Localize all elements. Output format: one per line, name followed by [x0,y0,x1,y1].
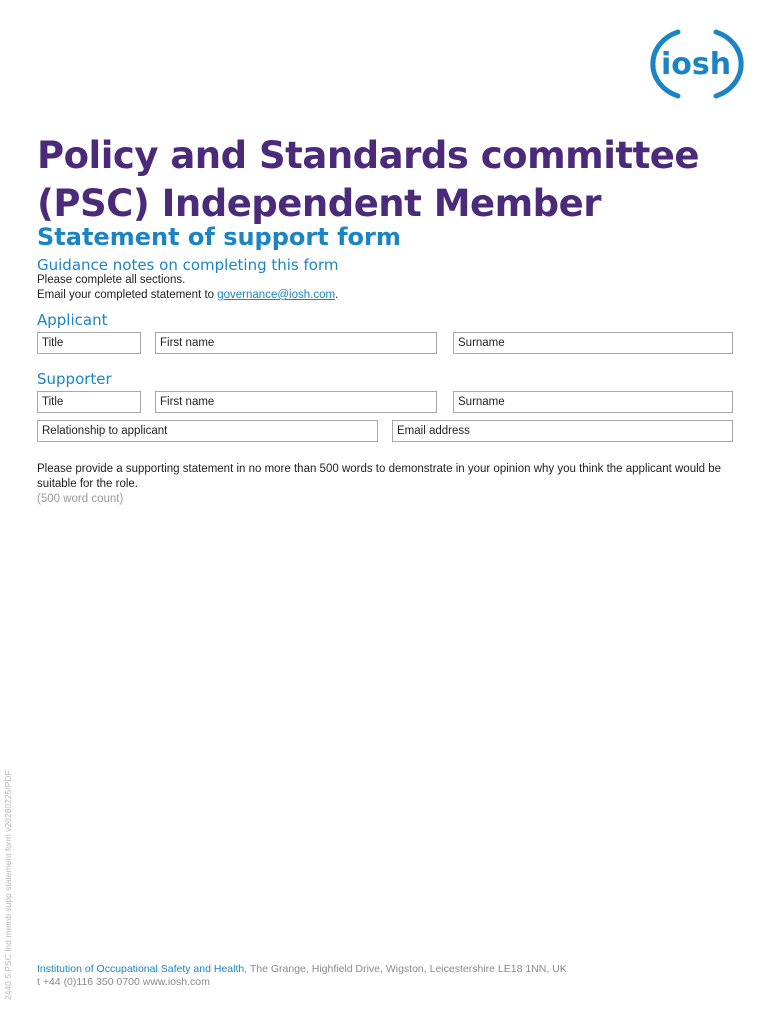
footer-org-name: Institution of Occupational Safety and Health [37,963,245,975]
applicant-surname-label: Surname [458,337,505,349]
footer-contact: t +44 (0)116 350 0700 www.iosh.com [37,976,210,988]
applicant-first-name-label: First name [160,337,215,349]
page-footer [37,963,567,989]
guidance-heading: Guidance notes on completing this form [37,256,339,274]
supporter-email-field[interactable] [392,420,733,442]
document-reference-code: 2440.5 PSC Ind memb supp statement form v20280225/PDF [3,770,13,1000]
form-subtitle: Statement of support form [37,223,401,251]
guidance-line-2 [37,288,338,303]
title-line-1: Policy and Standards committee [37,134,699,177]
supporter-first-name-label: First name [160,396,215,408]
guidance-email-suffix: . [335,289,339,301]
word-count-note: (500 word count) [37,493,124,505]
supporter-title-field[interactable] [37,391,141,413]
relationship-field[interactable] [37,420,378,442]
applicant-title-field[interactable] [37,332,141,354]
supporter-title-label: Title [42,396,64,408]
iosh-logo [648,24,744,104]
supporter-first-name-field[interactable] [155,391,437,413]
logo-text: iosh [660,47,732,82]
guidance-email-prefix: Email your completed statement to [37,289,218,301]
supporter-heading: Supporter [37,370,112,388]
footer-address: , The Grange, Highfield Drive, Wigston, Leicestershire LE18 1NN, UK [244,963,567,975]
applicant-first-name-field[interactable] [155,332,437,354]
applicant-heading: Applicant [37,311,108,329]
page-title [37,132,737,228]
supporter-surname-label: Surname [458,396,505,408]
supporter-email-label: Email address [397,425,470,437]
guidance-line-1: Please complete all sections. [37,274,186,286]
relationship-label: Relationship to applicant [42,425,168,437]
governance-email-link[interactable]: governance@iosh.com [217,289,336,301]
applicant-title-label: Title [42,337,64,349]
iosh-logo-icon [648,24,744,104]
applicant-surname-field[interactable] [453,332,733,354]
supporter-surname-field[interactable] [453,391,733,413]
title-line-2: (PSC) Independent Member [37,182,602,225]
statement-prompt: Please provide a supporting statement in no more than 500 words to demonstrate in your opinion why you think the applicant would be suitable for the role. [37,463,722,490]
